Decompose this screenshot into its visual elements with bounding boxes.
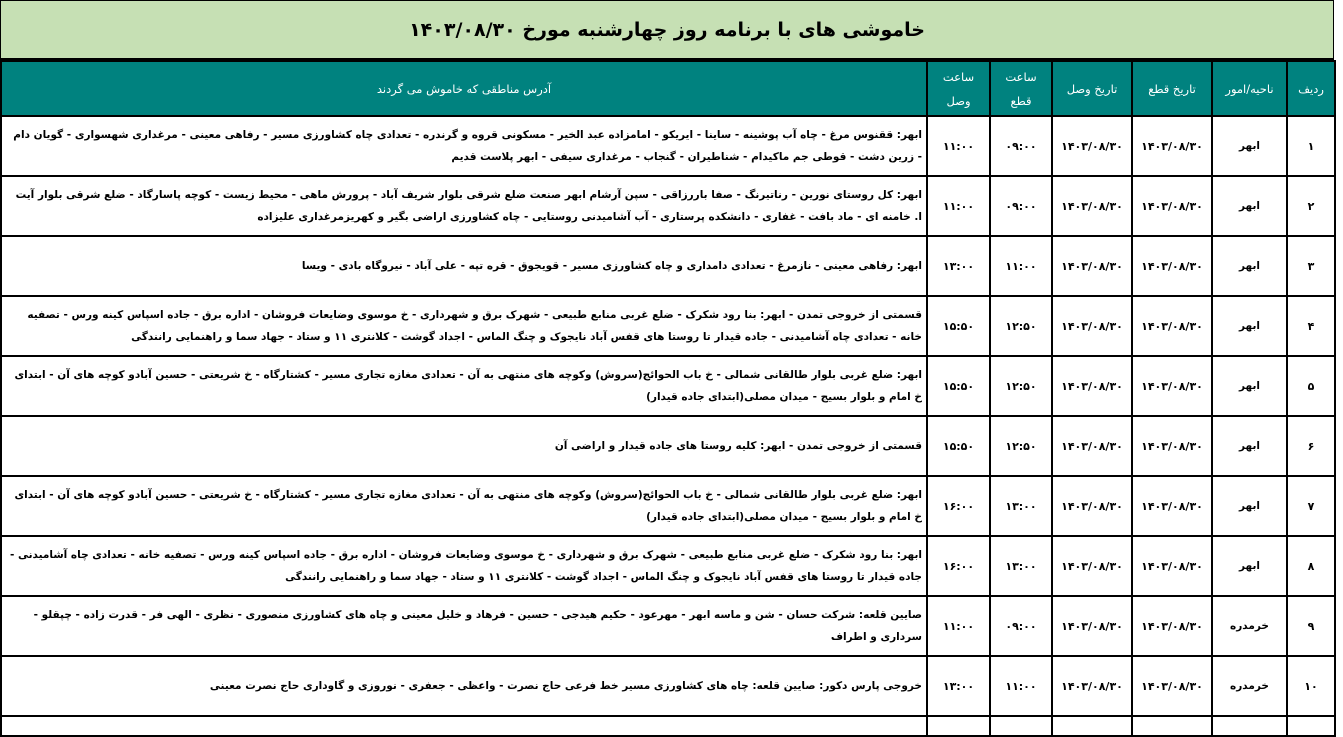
cell-region: ابهر <box>1212 236 1287 296</box>
table-row <box>1 656 1335 716</box>
cell-connect-date: ۱۴۰۳/۰۸/۳۰ <box>1052 176 1132 236</box>
header-cut-time-line2: قطع <box>1010 93 1032 108</box>
cell-cut-date: ۱۴۰۳/۰۸/۳۰ <box>1132 476 1212 536</box>
table-row <box>1 356 1335 416</box>
cell-connect-time: ۱۱:۰۰ <box>927 176 990 236</box>
cell-cut-time: ۰۹:۰۰ <box>990 116 1052 176</box>
cell-region: ابهر <box>1212 116 1287 176</box>
cell-connect-date: ۱۴۰۳/۰۸/۳۰ <box>1052 596 1132 656</box>
cell-connect-date: ۱۴۰۳/۰۸/۳۰ <box>1052 656 1132 716</box>
cell-empty <box>1052 716 1132 736</box>
cell-connect-date: ۱۴۰۳/۰۸/۳۰ <box>1052 236 1132 296</box>
cell-connect-time: ۱۵:۵۰ <box>927 296 990 356</box>
cell-region: ابهر <box>1212 536 1287 596</box>
table-row <box>1 596 1335 656</box>
cell-address: ابهر: رفاهی معینی - نازمرغ - تعدادی دامداری و چاه کشاورزی مسیر - قویجوق - قره تپه - علی آباد - نیروگاه بادی - ویسا <box>1 236 927 296</box>
header-connect-time <box>927 61 990 116</box>
cell-connect-date: ۱۴۰۳/۰۸/۳۰ <box>1052 416 1132 476</box>
table-row <box>1 416 1335 476</box>
cell-empty <box>1212 716 1287 736</box>
cell-row-number: ۲ <box>1287 176 1335 236</box>
cell-cut-time: ۰۹:۰۰ <box>990 176 1052 236</box>
cell-row-number: ۷ <box>1287 476 1335 536</box>
cell-cut-date: ۱۴۰۳/۰۸/۳۰ <box>1132 656 1212 716</box>
cell-region: ابهر <box>1212 476 1287 536</box>
cell-cut-date: ۱۴۰۳/۰۸/۳۰ <box>1132 536 1212 596</box>
outage-table <box>0 60 1336 737</box>
cell-connect-date: ۱۴۰۳/۰۸/۳۰ <box>1052 476 1132 536</box>
cell-cut-date: ۱۴۰۳/۰۸/۳۰ <box>1132 116 1212 176</box>
table-row <box>1 236 1335 296</box>
cell-region: ابهر <box>1212 176 1287 236</box>
cell-address: ابهر: ضلع غربی بلوار طالقانی شمالی - خ باب الحوائج(سروش) وکوچه های منتهی به آن - تعدادی مغازه تجاری مسیر - کشتارگاه - خ شریعتی - حسین آبادو کوچه های آن - ابتدای خ امام و بلوار بسیج - میدان مصلی(ابتدای جاده قیدار) <box>1 356 927 416</box>
header-connect-date: تاریخ وصل <box>1052 61 1132 116</box>
cell-connect-date: ۱۴۰۳/۰۸/۳۰ <box>1052 116 1132 176</box>
table-row <box>1 116 1335 176</box>
cell-connect-date: ۱۴۰۳/۰۸/۳۰ <box>1052 296 1132 356</box>
cell-row-number: ۶ <box>1287 416 1335 476</box>
cell-cut-time: ۰۹:۰۰ <box>990 596 1052 656</box>
header-region: ناحیه/امور <box>1212 61 1287 116</box>
cell-row-number: ۴ <box>1287 296 1335 356</box>
cell-connect-time: ۱۶:۰۰ <box>927 476 990 536</box>
cell-row-number: ۵ <box>1287 356 1335 416</box>
cell-region: ابهر <box>1212 356 1287 416</box>
cell-region: خرمدره <box>1212 596 1287 656</box>
page-title: خاموشی های با برنامه روز چهارشنبه مورخ ۱۴۰۳/۰۸/۳۰ <box>0 0 1334 60</box>
cell-cut-time: ۱۲:۵۰ <box>990 416 1052 476</box>
header-row-number: ردیف <box>1287 61 1335 116</box>
header-cut-time <box>990 61 1052 116</box>
cell-row-number: ۹ <box>1287 596 1335 656</box>
cell-address: خروجی پارس دکور: صایین قلعه: چاه های کشاورزی مسیر خط فرعی حاج نصرت - واعظی - جعفری - نوروزی و گاوداری حاج نصرت معینی <box>1 656 927 716</box>
table-row-partial <box>1 716 1335 736</box>
cell-row-number: ۱۰ <box>1287 656 1335 716</box>
cell-row-number: ۱ <box>1287 116 1335 176</box>
cell-connect-time: ۱۵:۵۰ <box>927 356 990 416</box>
cell-cut-time: ۱۱:۰۰ <box>990 236 1052 296</box>
cell-cut-time: ۱۱:۰۰ <box>990 656 1052 716</box>
cell-address: ابهر: ضلع غربی بلوار طالقانی شمالی - خ باب الحوائج(سروش) وکوچه های منتهی به آن - تعدادی مغازه تجاری مسیر - کشتارگاه - خ شریعتی - حسین آبادو کوچه های آن - ابتدای خ امام و بلوار بسیج - میدان مصلی(ابتدای جاده قیدار) <box>1 476 927 536</box>
cell-address: ابهر: کل روستای نورین - رناتیرنگ - صفا باررزاقی - سپن آرشام ابهر صنعت ضلع شرقی بلوار شریف آباد - پرورش ماهی - محیط زیست - کوچه پاسارگاد - ضلع شرقی بلوار آیت ا. خامنه ای - ماد بافت - غفاری - دانشکده پرستاری - آب آشامیدنی روستایی - چاه کشاورزی اراضی بگیر و کهریزمرغداری علیزاده <box>1 176 927 236</box>
cell-address: ابهر: بنا رود شکرک - ضلع غربی منابع طبیعی - شهرک برق و شهرداری - خ موسوی وضایعات فروشان - اداره برق - جاده اسپاس کینه ورس - تصفیه خانه - تعدادی چاه آشامیدنی - جاده قیدار تا روستا های قفس آباد نایجوک و چنگ الماس - اجداد گوشت - کلانتری ۱۱ و ستاد - جهاد سما و راهنمایی رانندگی <box>1 536 927 596</box>
cell-cut-date: ۱۴۰۳/۰۸/۳۰ <box>1132 596 1212 656</box>
cell-connect-time: ۱۵:۵۰ <box>927 416 990 476</box>
header-connect-time-line2: وصل <box>946 93 971 108</box>
cell-empty <box>927 716 990 736</box>
cell-row-number: ۳ <box>1287 236 1335 296</box>
cell-region: ابهر <box>1212 416 1287 476</box>
cell-cut-date: ۱۴۰۳/۰۸/۳۰ <box>1132 176 1212 236</box>
header-cut-time-line1: ساعت <box>1005 69 1037 84</box>
table-row <box>1 176 1335 236</box>
cell-connect-time: ۱۱:۰۰ <box>927 596 990 656</box>
cell-cut-date: ۱۴۰۳/۰۸/۳۰ <box>1132 356 1212 416</box>
cell-address: قسمتی از خروجی تمدن - ابهر: بنا رود شکرک - ضلع غربی منابع طبیعی - شهرک برق و شهرداری - خ موسوی وضایعات فروشان - اداره برق - جاده اسپاس کینه ورس - تصفیه خانه - تعدادی چاه آشامیدنی - جاده قیدار تا روستا های قفس آباد نایجوک و چنگ الماس - اجداد گوشت - کلانتری ۱۱ و ستاد - جهاد سما و راهنمایی رانندگی <box>1 296 927 356</box>
cell-cut-date: ۱۴۰۳/۰۸/۳۰ <box>1132 236 1212 296</box>
cell-connect-date: ۱۴۰۳/۰۸/۳۰ <box>1052 356 1132 416</box>
cell-empty <box>1287 716 1335 736</box>
cell-address: صایین قلعه: شرکت حسان - شن و ماسه ابهر - مهرعود - حکیم هیدجی - حسین - فرهاد و خلیل معینی و چاه های کشاورزی منصوری - نظری - الهی فر - قدرت زاده - چپقلو - سرداری و اطراف <box>1 596 927 656</box>
cell-connect-time: ۱۱:۰۰ <box>927 116 990 176</box>
table-row <box>1 536 1335 596</box>
cell-region: ابهر <box>1212 296 1287 356</box>
cell-connect-time: ۱۳:۰۰ <box>927 656 990 716</box>
cell-cut-date: ۱۴۰۳/۰۸/۳۰ <box>1132 416 1212 476</box>
header-connect-time-line1: ساعت <box>942 69 975 84</box>
cell-cut-date: ۱۴۰۳/۰۸/۳۰ <box>1132 296 1212 356</box>
table-row <box>1 296 1335 356</box>
cell-connect-time: ۱۶:۰۰ <box>927 536 990 596</box>
cell-cut-time: ۱۳:۰۰ <box>990 536 1052 596</box>
cell-empty <box>1 716 927 736</box>
cell-cut-time: ۱۲:۵۰ <box>990 296 1052 356</box>
header-cut-date: تاریخ قطع <box>1132 61 1212 116</box>
cell-row-number: ۸ <box>1287 536 1335 596</box>
cell-empty <box>990 716 1052 736</box>
table-row <box>1 476 1335 536</box>
cell-region: خرمدره <box>1212 656 1287 716</box>
cell-empty <box>1132 716 1212 736</box>
cell-cut-time: ۱۲:۵۰ <box>990 356 1052 416</box>
cell-connect-time: ۱۳:۰۰ <box>927 236 990 296</box>
cell-address: ابهر: ققنوس مرغ - چاه آب پوشینه - ساینا - ایریکو - امامزاده عبد الخیر - مسکونی قروه و گرندره - تعدادی چاه کشاورزی مسیر - رفاهی معینی - مرغداری شهسواری - گویان دام - زرین دشت - قوطی جم ماکیدام - شناطیران - گنجاب - مرغداری سیفی - ابهر پلاست قدیم <box>1 116 927 176</box>
cell-connect-date: ۱۴۰۳/۰۸/۳۰ <box>1052 536 1132 596</box>
table-header-row <box>1 61 1335 116</box>
cell-cut-time: ۱۳:۰۰ <box>990 476 1052 536</box>
header-address: آدرس مناطقی که خاموش می گردند <box>1 61 927 116</box>
cell-address: قسمتی از خروجی تمدن - ابهر: کلیه روستا های جاده قیدار و اراضی آن <box>1 416 927 476</box>
